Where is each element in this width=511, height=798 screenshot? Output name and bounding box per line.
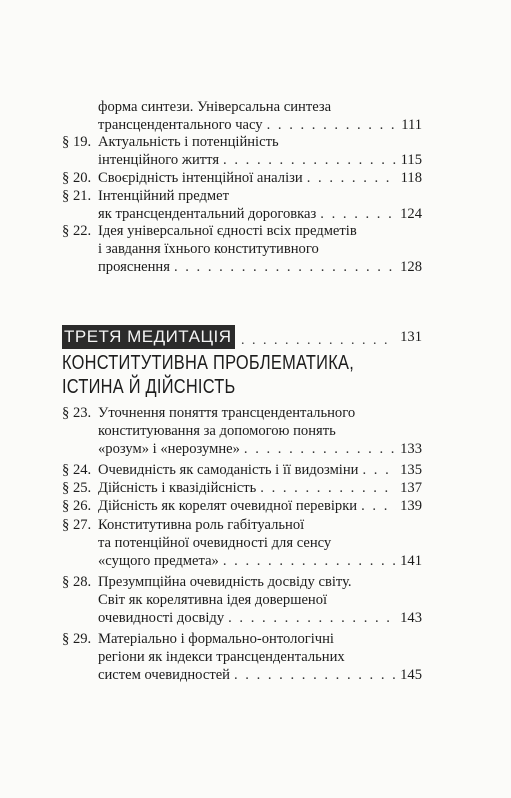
dot-leader [361, 497, 396, 515]
entry-line-text: Презумпційна очевидність досвіду світу. [98, 574, 352, 590]
entry-line [98, 666, 422, 684]
entry-title [98, 461, 422, 479]
dot-leader [230, 333, 392, 349]
entry-line [98, 516, 422, 534]
entry-title [98, 516, 422, 570]
entry-line [98, 534, 422, 552]
dot-leader [244, 440, 396, 458]
section-title-line: ІСТИНА Й ДІЙСНІСТЬ [62, 376, 236, 398]
entry-line-text: Ідея універсальної єдності всіх предметів [98, 223, 357, 239]
dot-leader [228, 609, 396, 627]
entry-line-text: «розум» і «нерозумне» [98, 441, 240, 457]
section-label: ТРЕТЯ МЕДИТАЦІЯ [62, 325, 235, 349]
entry-line [98, 648, 422, 666]
entry-line-text: очевидності досвіду [98, 610, 225, 626]
entry-line [98, 98, 422, 116]
entry-line-text: регіони як індекси трансцендентальних [98, 649, 345, 665]
section-number: § 19. [62, 134, 92, 150]
entry-line [98, 497, 422, 515]
entry-title [98, 222, 422, 276]
section-number: § 21. [62, 188, 92, 204]
dot-leader [260, 479, 396, 497]
entry-title [98, 573, 422, 627]
dot-leader [307, 169, 397, 187]
page-number: 111 [401, 117, 422, 133]
page-number: 139 [400, 498, 422, 514]
page-number: 137 [400, 480, 422, 496]
entry-line-text: і завдання їхнього конститутивного [98, 241, 319, 257]
page-number: 143 [400, 610, 422, 626]
section-number: § 27. [62, 517, 92, 533]
section-number: § 25. [62, 480, 92, 496]
page-number: 141 [400, 553, 422, 569]
section-page-number: 131 [400, 329, 422, 345]
entry-title [98, 133, 422, 169]
dot-leader [267, 116, 398, 134]
entry-line-text: форма синтези. Універсальна синтеза [98, 99, 332, 115]
dot-leader [362, 461, 396, 479]
entry-line [98, 133, 422, 151]
entry-line-text: конституювання за допомогою понять [98, 423, 336, 439]
section-heading [62, 325, 422, 351]
page-number: 133 [400, 441, 422, 457]
entry-line [98, 169, 422, 187]
entry-title [98, 630, 422, 684]
dot-leader [223, 552, 396, 570]
entry-line [98, 440, 422, 458]
entry-line [98, 609, 422, 627]
entry-title [98, 169, 422, 187]
entry-title [98, 479, 422, 497]
dot-leader [174, 258, 396, 276]
entry-line-text: Інтенційний предмет [98, 188, 229, 204]
entry-line [98, 222, 422, 240]
entry-line-text: Актуальність і потенційність [98, 134, 279, 150]
page-number: 124 [400, 206, 422, 222]
entry-title [98, 404, 422, 458]
entry-line-text: Матеріально і формально-онтологічні [98, 631, 334, 647]
entry-line-text: Своєрідність інтенційної аналізи [98, 170, 303, 186]
entry-line-text: прояснення [98, 259, 170, 275]
section-number: § 22. [62, 223, 92, 239]
entry-line-text: Дійсність як корелят очевидної перевірки [98, 498, 358, 514]
entry-line [98, 116, 422, 134]
entry-title [98, 497, 422, 515]
entry-title [98, 187, 422, 223]
entry-line [98, 258, 422, 276]
section-title-line: КОНСТИТУТИВНА ПРОБЛЕМАТИКА, [62, 352, 354, 374]
section-number: § 23. [62, 405, 92, 421]
entry-line-text: Світ як корелятивна ідея довершеної [98, 592, 328, 608]
section-title [62, 351, 354, 399]
section-number: § 20. [62, 170, 92, 186]
entry-line [98, 630, 422, 648]
entry-line [98, 205, 422, 223]
entry-line [98, 479, 422, 497]
dot-leader [320, 205, 396, 223]
entry-line-text: Дійсність і квазідійсність [98, 480, 257, 496]
page-number: 145 [400, 667, 422, 683]
dot-leader [223, 151, 397, 169]
section-number: § 26. [62, 498, 92, 514]
entry-line-text: як трансцендентальний дороговказ [98, 206, 317, 222]
entry-line [98, 151, 422, 169]
entry-line [98, 573, 422, 591]
entry-line [98, 187, 422, 205]
section-number: § 24. [62, 462, 92, 478]
section-number: § 28. [62, 574, 92, 590]
entry-line-text: систем очевидностей [98, 667, 230, 683]
entry-line [98, 552, 422, 570]
entry-line-text: трансцендентального часу [98, 117, 263, 133]
entry-line [98, 422, 422, 440]
entry-title [98, 98, 422, 134]
entry-line-text: Конститутивна роль габітуальної [98, 517, 305, 533]
entry-line [98, 240, 422, 258]
entry-line-text: Очевидність як самоданість і її видозміни [98, 462, 359, 478]
entry-line [98, 404, 422, 422]
dot-leader [234, 666, 396, 684]
page-number: 118 [400, 170, 422, 186]
page-number: 128 [400, 259, 422, 275]
section-number: § 29. [62, 631, 92, 647]
entry-line-text: інтенційного життя [98, 152, 220, 168]
entry-line [98, 591, 422, 609]
entry-line-text: Уточнення поняття трансцендентального [98, 405, 356, 421]
entry-line-text: та потенційної очевидності для сенсу [98, 535, 332, 551]
entry-line-text: «сущого предмета» [98, 553, 219, 569]
entry-line [98, 461, 422, 479]
page-number: 135 [400, 462, 422, 478]
page-number: 115 [400, 152, 422, 168]
